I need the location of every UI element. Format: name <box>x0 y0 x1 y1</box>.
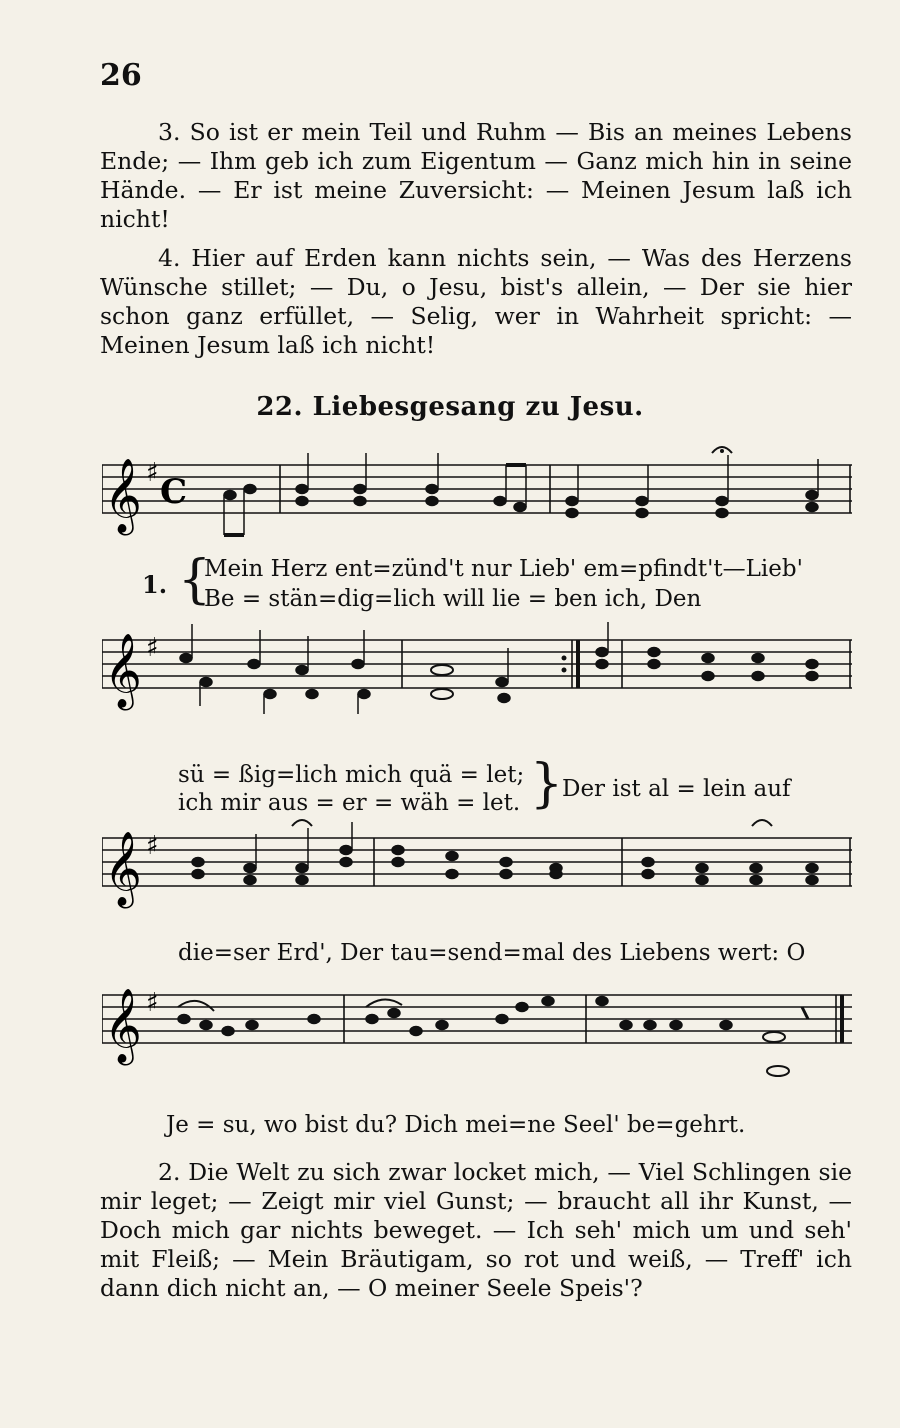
stanza-3 <box>100 118 852 234</box>
lyrics-line-1a: Mein Herz ent=zünd't nur Lieb' em=pfindt't—Lieb' <box>204 556 803 582</box>
svg-text:𝄞: 𝄞 <box>104 459 142 533</box>
page-number: 26 <box>100 58 142 93</box>
stanza-text: 2. Die Welt zu sich zwar locket mich, — Viel Schlingen sie mir leget; — Zeigt mir viel Gunst; — braucht all ihr Kunst, — Doch mich gar nichts beweget. — Ich seh' mich um und seh' mit Fleiß; — Mein Bräutigam, so rot und weiß, — Treff' ich dann dich nicht an, — O meiner Seele Speis'? <box>100 1158 852 1302</box>
brace-close: } <box>530 754 564 814</box>
lyrics-line-2a: sü = ßig=lich mich quä = let; <box>178 762 525 788</box>
staff-1 <box>102 445 852 540</box>
music-system-3 <box>102 818 852 913</box>
brace-open: { <box>178 550 212 610</box>
music-system-2 <box>102 620 852 715</box>
staff-4 <box>102 975 852 1085</box>
verse-number: 1. <box>142 570 168 599</box>
svg-text:♯: ♯ <box>146 988 159 1018</box>
stanza-text: 4. Hier auf Erden kann nichts sein, — Was des Herzens Wünsche stillet; — Du, o Jesu, bist's allein, — Der sie hier schon ganz erfüllet, — Selig, wer in Wahrheit spricht: — Meinen Jesum laß ich nicht! <box>100 244 852 359</box>
stanza-text: 3. So ist er mein Teil und Ruhm — Bis an meines Lebens Ende; — Ihm geb ich zum Eigentum — Ganz mich hin in seine Hände. — Er ist meine Zuversicht: — Meinen Jesum laß ich nicht! <box>100 118 852 233</box>
hymn-title: 22. Liebesgesang zu Jesu. <box>256 392 644 422</box>
staff-3 <box>102 818 852 913</box>
svg-text:C: C <box>160 472 188 512</box>
lyrics-line-2b: ich mir aus = er = wäh = let. <box>178 790 521 816</box>
svg-text:𝄞: 𝄞 <box>104 832 142 906</box>
music-system-4 <box>102 975 852 1070</box>
lyrics-line-1b: Be = stän=dig=lich will lie = ben ich, Den <box>204 586 702 612</box>
svg-text:𝄞: 𝄞 <box>104 634 142 708</box>
lyrics-line-4: Je = su, wo bist du? Dich mei=ne Seel' be=gehrt. <box>166 1112 746 1138</box>
lyrics-line-2c: Der ist al = lein auf <box>562 776 791 802</box>
stanza-4 <box>100 244 852 360</box>
stanza-2 <box>100 1158 852 1303</box>
svg-text:♯: ♯ <box>146 633 159 663</box>
lyrics-line-3: die=ser Erd', Der tau=send=mal des Liebens wert: O <box>178 940 806 966</box>
staff-2 <box>102 620 852 715</box>
music-system-1 <box>102 445 852 540</box>
svg-text:♯: ♯ <box>146 831 159 861</box>
svg-text:𝄞: 𝄞 <box>104 989 142 1063</box>
svg-text:♯: ♯ <box>146 458 159 488</box>
